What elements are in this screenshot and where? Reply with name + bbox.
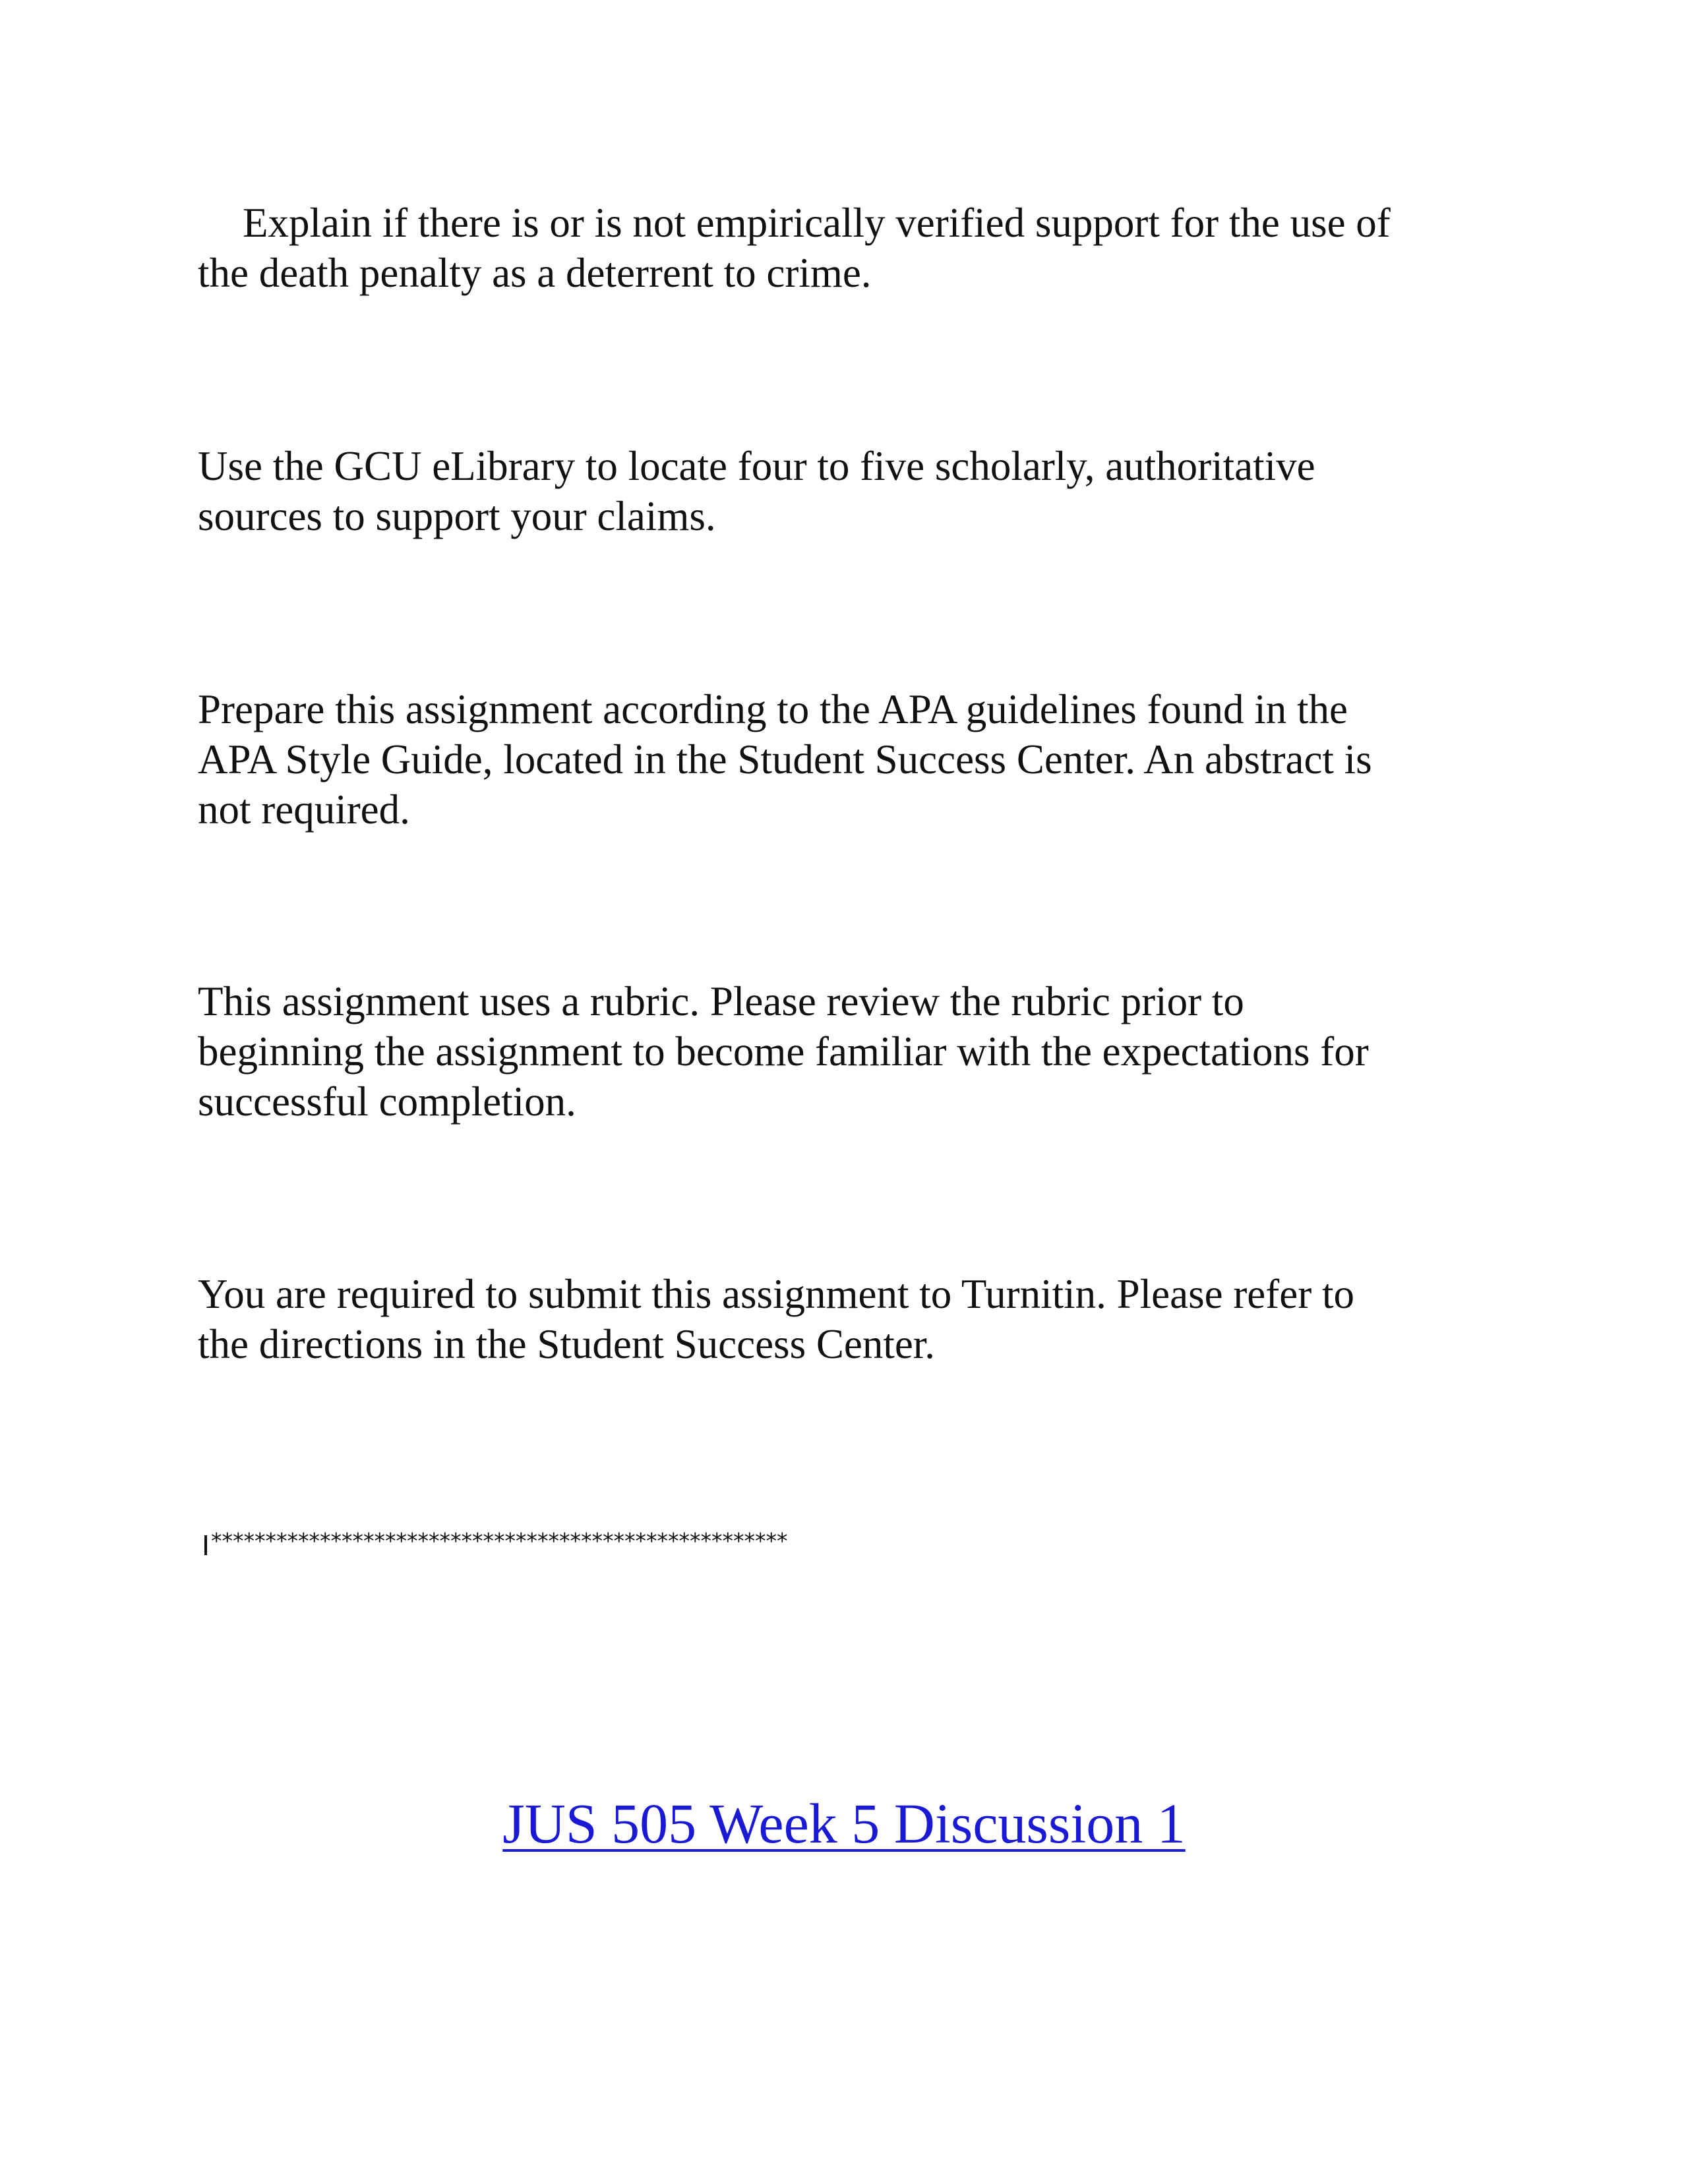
paragraph-line: APA Style Guide, located in the Student Success Center. An abstract is [198, 736, 1372, 782]
paragraph-line: the directions in the Student Success Center. [198, 1321, 936, 1367]
paragraph-line: sources to support your claims. [198, 493, 716, 539]
paragraph-elibrary [198, 441, 1490, 541]
paragraph-line: Prepare this assignment according to the APA guidelines found in the [198, 686, 1348, 732]
paragraph-rubric [198, 976, 1490, 1127]
separator-stars: ***************************************************** [211, 1528, 788, 1554]
paragraph-line: This assignment uses a rubric. Please review the rubric prior to [198, 978, 1244, 1024]
paragraph-line: beginning the assignment to become familiar with the expectations for [198, 1028, 1369, 1075]
paragraph-line: Explain if there is or is not empirically verified support for the use of [243, 200, 1391, 246]
paragraph-apa [198, 684, 1490, 835]
paragraph-explain [198, 198, 1490, 298]
paragraph-line: the death penalty as a deterrent to crime. [198, 250, 872, 296]
paragraph-line: You are required to submit this assignment to Turnitin. Please refer to [198, 1271, 1354, 1317]
paragraph-line: successful completion. [198, 1078, 576, 1125]
text-cursor-mark [204, 1535, 207, 1555]
paragraph-line: Use the GCU eLibrary to locate four to five scholarly, authoritative [198, 443, 1315, 489]
discussion-link[interactable]: JUS 505 Week 5 Discussion 1 [502, 1792, 1186, 1855]
separator-line [204, 1528, 788, 1555]
paragraph-line: not required. [198, 786, 410, 833]
paragraph-turnitin [198, 1269, 1490, 1369]
